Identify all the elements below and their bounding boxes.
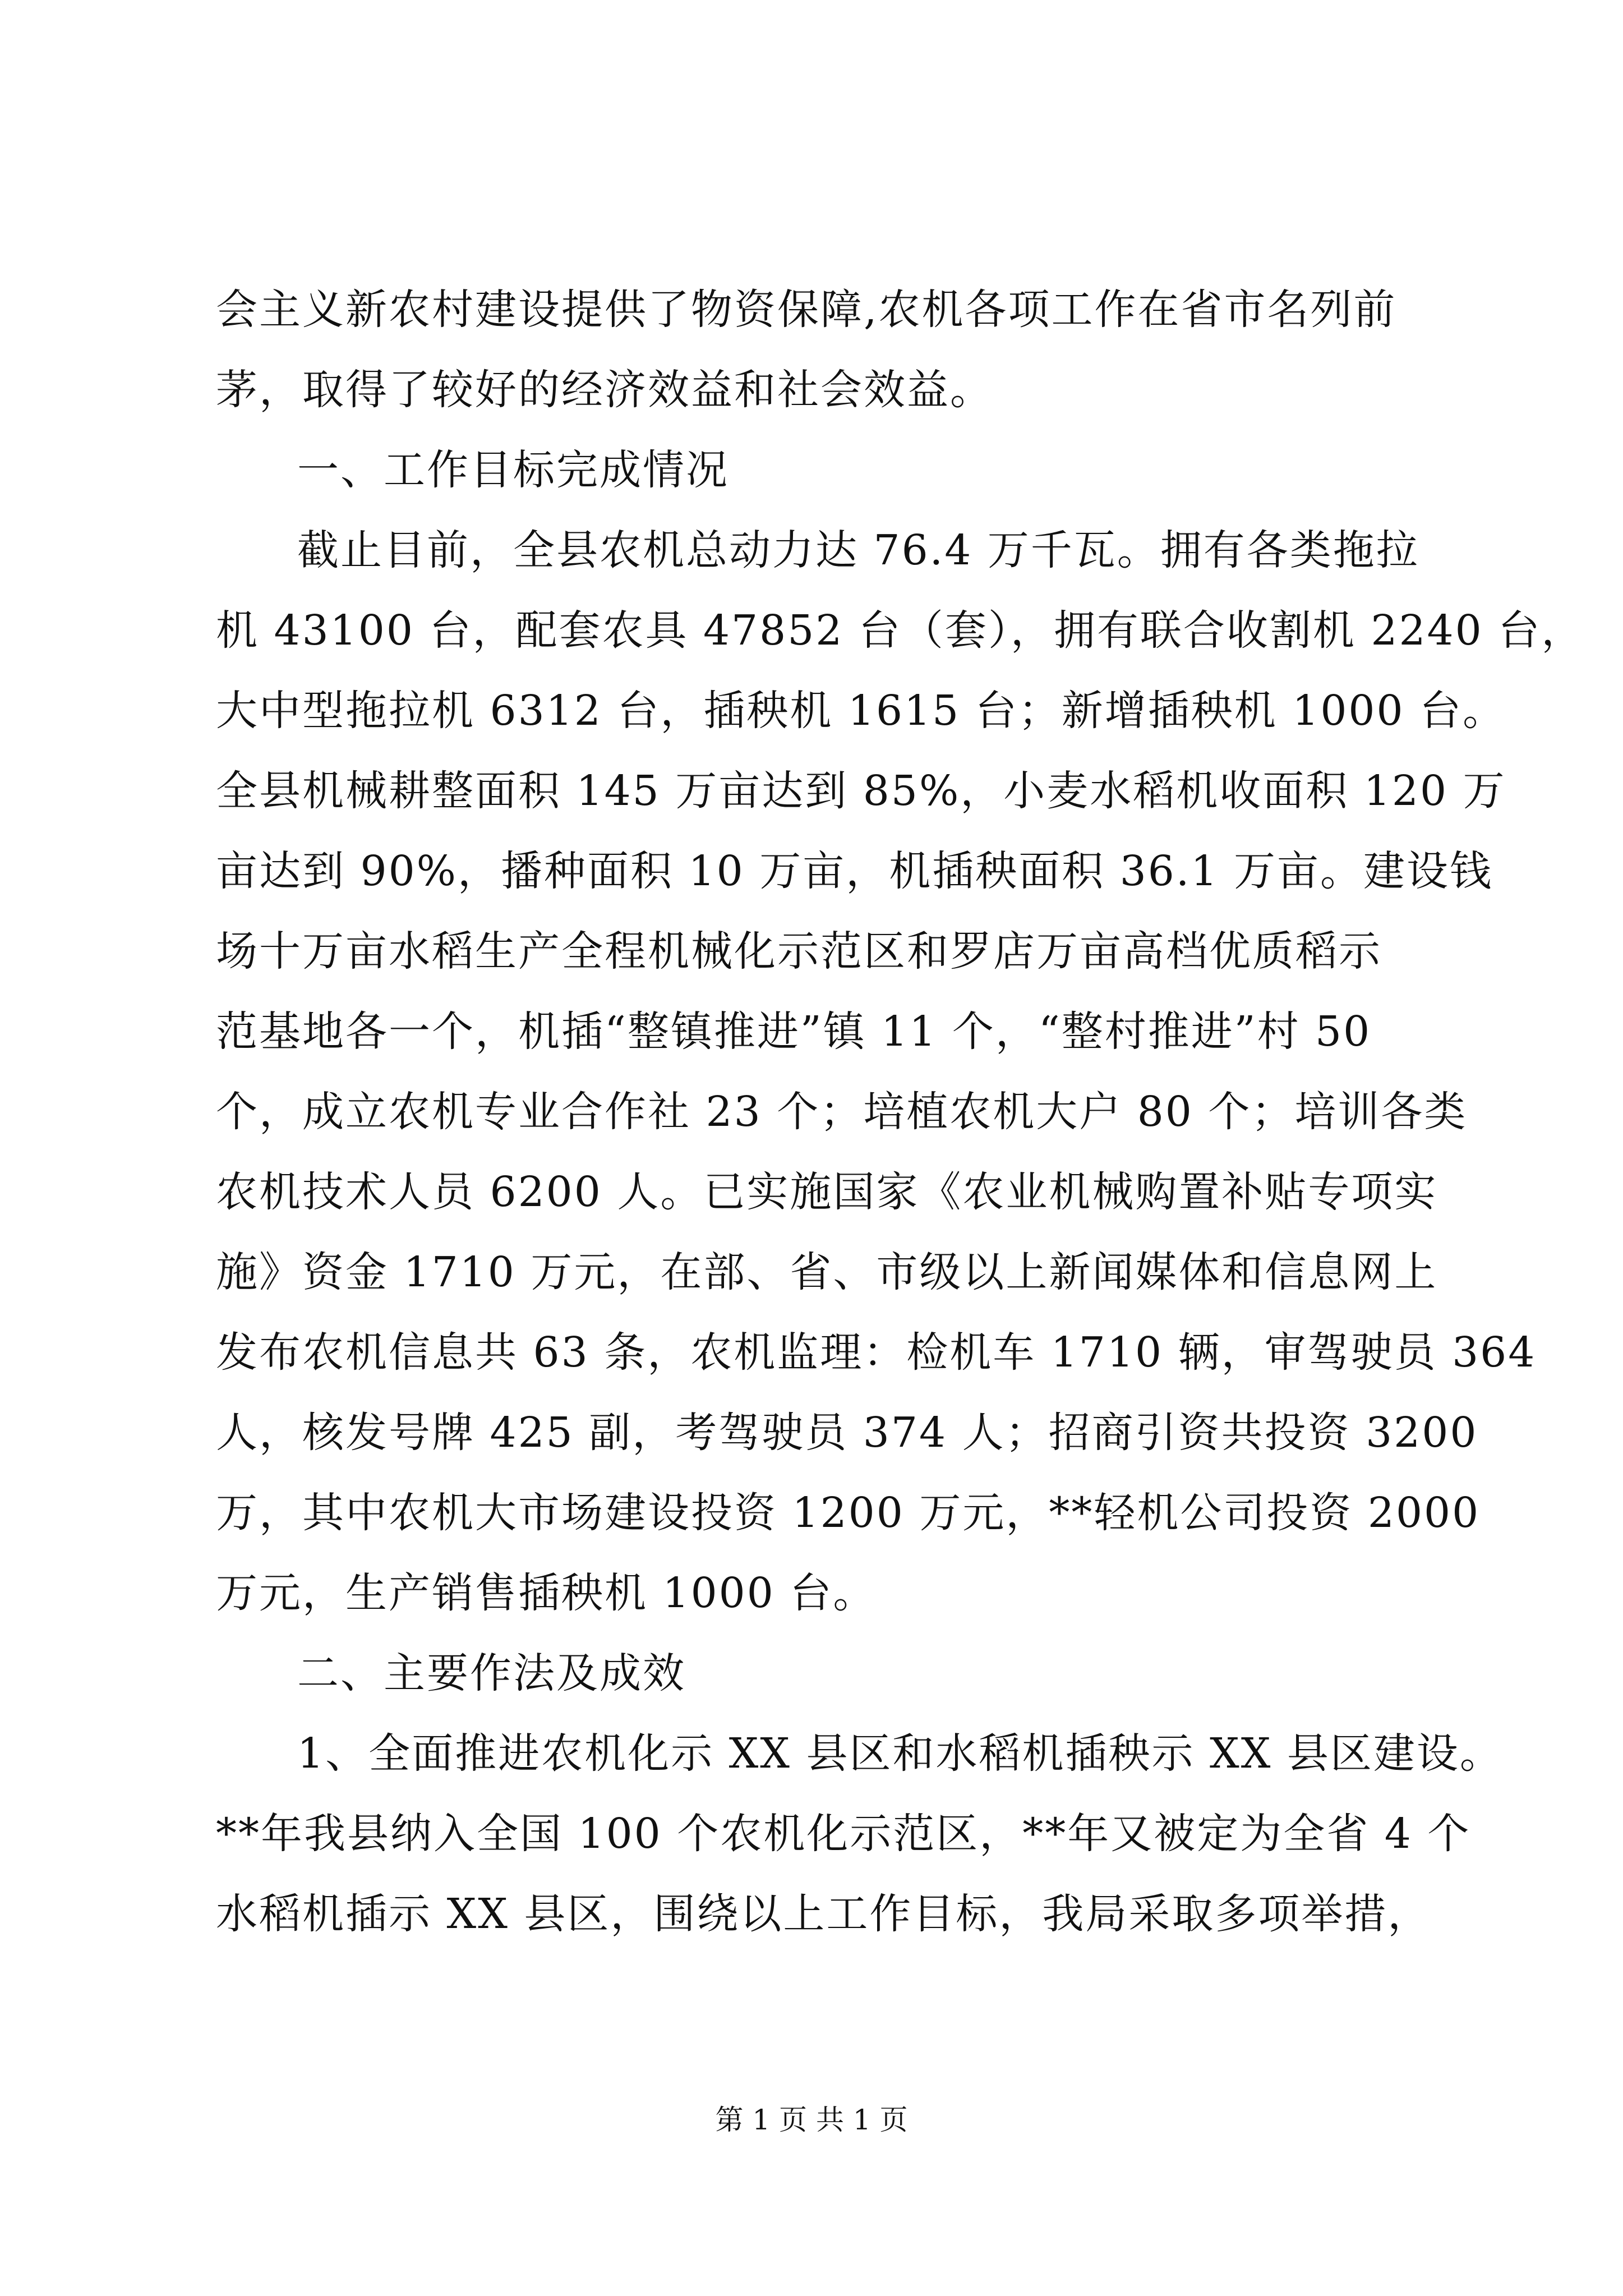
text-line: 茅，取得了较好的经济效益和社会效益。 [216, 366, 993, 414]
text-line: 截止目前，全县农机总动力达 76.4 万千瓦。拥有各类拖拉 [297, 526, 1419, 574]
text-line: 施》资金 1710 万元，在部、省、市级以上新闻媒体和信息网上 [216, 1248, 1438, 1296]
text-line: 农机技术人员 6200 人。已实施国家《农业机械购置补贴专项实 [216, 1168, 1438, 1216]
text-line: 范基地各一个，机插“整镇推进”镇 11 个，“整村推进”村 50 [216, 1007, 1372, 1056]
section-heading: 一、工作目标完成情况 [297, 446, 729, 494]
text-line: 水稻机插示 XX 县区，围绕以上工作目标，我局采取多项举措， [216, 1890, 1431, 1938]
page-footer: 第 1 页 共 1 页 [715, 2104, 908, 2136]
text-line: 会主义新农村建设提供了物资保障,农机各项工作在省市名列前 [216, 286, 1397, 334]
text-line: 大中型拖拉机 6312 台，插秧机 1615 台；新增插秧机 1000 台。 [216, 687, 1506, 735]
text-line: 万元，生产销售插秧机 1000 台。 [216, 1569, 877, 1617]
text-line: 个，成立农机专业合作社 23 个；培植农机大户 80 个；培训各类 [216, 1088, 1468, 1136]
text-line: 1、全面推进农机化示 XX 县区和水稻机插秧示 XX 县区建设。 [297, 1729, 1503, 1778]
text-line: 场十万亩水稻生产全程机械化示范区和罗店万亩高档优质稻示 [216, 927, 1382, 976]
text-line: 万，其中农机大市场建设投资 1200 万元，**轻机公司投资 2000 [216, 1489, 1481, 1537]
text-line: **年我县纳入全国 100 个农机化示范区，**年又被定为全省 4 个 [216, 1810, 1471, 1858]
section-heading: 二、主要作法及成效 [297, 1649, 686, 1697]
text-line: 人，核发号牌 425 副，考驾驶员 374 人；招商引资共投资 3200 [216, 1409, 1478, 1457]
text-line: 发布农机信息共 63 条，农机监理：检机车 1710 辆，审驾驶员 364 [216, 1328, 1537, 1377]
text-line: 机 43100 台，配套农具 47852 台（套），拥有联合收割机 2240 台， [216, 606, 1585, 655]
text-line: 全县机械耕整面积 145 万亩达到 85%，小麦水稻机收面积 120 万 [216, 767, 1506, 815]
text-line: 亩达到 90%，播种面积 10 万亩，机插秧面积 36.1 万亩。建设钱 [216, 847, 1493, 895]
